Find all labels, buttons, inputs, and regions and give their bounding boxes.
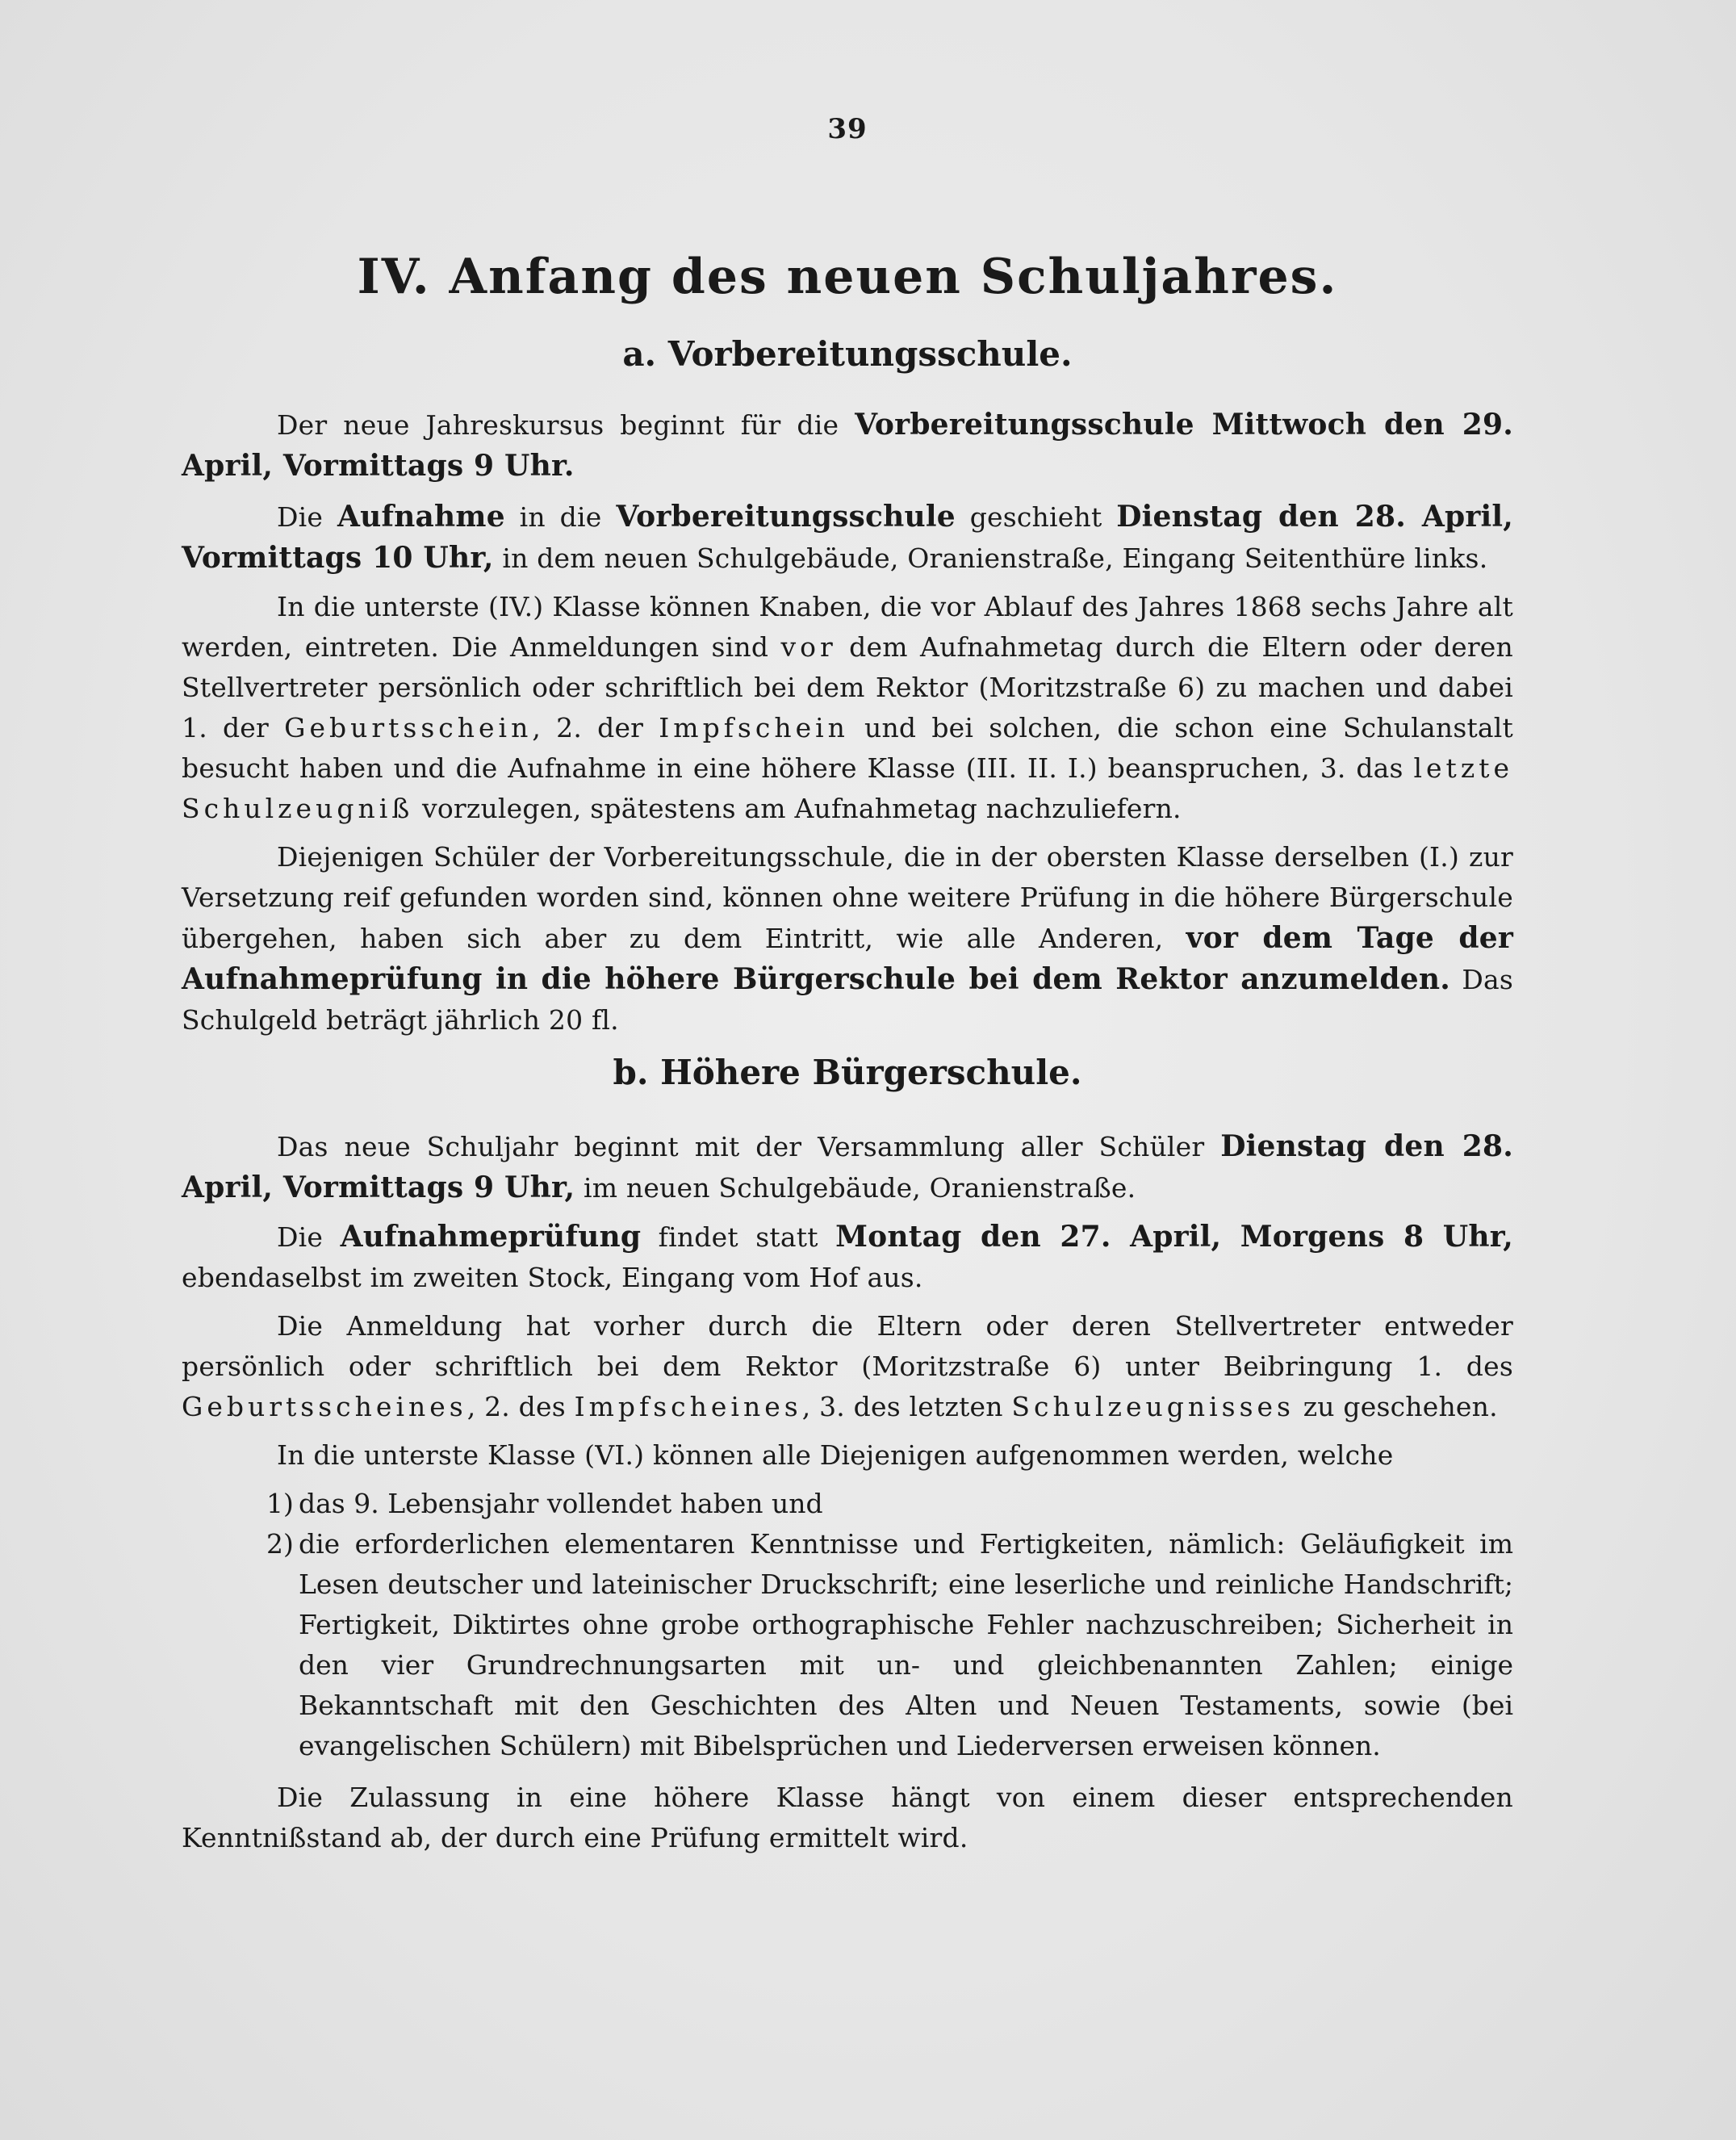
section-a-paragraph-4: Diejenigen Schüler der Vorbereitungsschule, die in der obersten Klasse derselben (I.) zur Versetzung reif gefunden worden sind, können ohne weitere Prüfung in die höhere Bürgerschule übergehen, haben sich aber zu dem Eintritt, wie alle Anderen, vor dem Tage der Aufnahmeprüfung in die höhere Bürgerschule bei dem Rektor anzumelden. Das Schulgeld beträgt jährlich 20 fl.	[182, 841, 1514, 1036]
chapter-title: IV. Anfang des neuen Schuljahres.	[357, 249, 1338, 305]
emphasis: Aufnahme	[337, 500, 505, 534]
section-a-paragraph-3: In die unterste (IV.) Klasse können Knaben, die vor Ablauf des Jahres 1868 sechs Jahre alt werden, eintreten. Die Anmeldungen sind vor dem Aufnahmetag durch die Eltern oder deren Stellvertreter persönlich oder schriftlich bei dem Rektor (Moritzstraße 6) zu machen und dabei 1. der Geburtsschein, 2. der Impfschein und bei solchen, die schon eine Schulanstalt besucht haben und die Aufnahme in eine höhere Klasse (III. II. I.) beanspruchen, 3. das letzte Schulzeugniß vorzulegen, spätestens am Aufnahmetag nachzuliefern.	[182, 591, 1514, 824]
section-b-paragraph-1: Das neue Schuljahr beginnt mit der Versammlung aller Schüler Dienstag den 28. April, Vormittags 9 Uhr, im neuen Schulgebäude, Oranienstraße.	[182, 1129, 1513, 1204]
section-b-title: b. Höhere Bürgerschule.	[613, 1053, 1082, 1092]
list-item-number: 1)	[266, 1488, 294, 1519]
page-number: 39	[827, 113, 868, 145]
page-content	[182, 113, 1513, 1866]
list-item	[182, 1484, 1513, 1524]
emphasis: Aufnahmeprüfung	[340, 1220, 642, 1254]
section-b-paragraph-5: Die Zulassung in eine höhere Klasse hängt von einem dieser entsprechenden Kenntnißstand ab, der durch eine Prüfung ermittelt wird.	[182, 1782, 1513, 1853]
section-b-paragraph-2: Die Aufnahmeprüfung findet statt Montag den 27. April, Morgens 8 Uhr, ebendaselbst im zweiten Stock, Eingang vom Hof aus.	[182, 1220, 1513, 1293]
spaced-emphasis: Geburtsschein	[284, 712, 533, 743]
requirements-list	[182, 1484, 1513, 1766]
list-item-text: das 9. Lebensjahr vollendet haben und	[299, 1488, 823, 1519]
emphasis: Vorbereitungsschule Mittwoch den 29. April, Vormittags 9 Uhr.	[182, 408, 1513, 483]
emphasis: Dienstag den 28. April, Vormittags 9 Uhr,	[182, 1129, 1513, 1204]
section-a-paragraph-1: Der neue Jahreskursus beginnt für die Vorbereitungsschule Mittwoch den 29. April, Vormittags 9 Uhr.	[182, 408, 1513, 483]
spaced-emphasis: Impfscheines	[574, 1391, 802, 1422]
list-item	[182, 1524, 1513, 1766]
emphasis: vor dem Tage der Aufnahmeprüfung in die höhere Bürgerschule bei dem Rektor anzumelden.	[182, 921, 1513, 996]
section-b-paragraph-4: In die unterste Klasse (VI.) können alle Diejenigen aufgenommen werden, welche	[277, 1439, 1394, 1471]
emphasis: Montag den 27. April, Morgens 8 Uhr,	[835, 1220, 1513, 1254]
spaced-emphasis: letzte Schulzeugniß	[182, 752, 1513, 824]
spaced-emphasis: Geburtsscheines	[182, 1391, 467, 1422]
spaced-emphasis: Impfschein	[659, 712, 849, 743]
emphasis: Dienstag den 28. April, Vormittags 10 Uhr,	[182, 500, 1514, 575]
list-item-number: 2)	[266, 1528, 294, 1560]
list-item-text: die erforderlichen elementaren Kenntnisse und Fertigkeiten, nämlich: Geläufigkeit im Lesen deutscher und lateinischer Druckschrift; eine leserliche und reinliche Handschrift; Fertigkeit, Diktirtes ohne grobe orthographische Fehler nachzuschreiben; Sicherheit in den vier Grundrechnungsarten mit un- und gleichbenannten Zahlen; einige Bekanntschaft mit den Geschichten des Alten und Neuen Testaments, sowie (bei evangelischen Schülern) mit Bibelsprüchen und Liederversen erweisen können.	[299, 1528, 1513, 1761]
section-a-title: a. Vorbereitungsschule.	[622, 334, 1073, 374]
emphasis: Vorbereitungsschule	[616, 500, 956, 534]
section-b-paragraph-3: Die Anmeldung hat vorher durch die Eltern oder deren Stellvertreter entweder persönlich oder schriftlich bei dem Rektor (Moritzstraße 6) unter Beibringung 1. des Geburtsscheines, 2. des Impfscheines, 3. des letzten Schulzeugnisses zu geschehen.	[182, 1310, 1513, 1422]
spaced-emphasis: Schulzeugnisses	[1011, 1391, 1295, 1422]
spaced-emphasis: vor	[780, 631, 837, 663]
section-a-paragraph-2: Die Aufnahme in die Vorbereitungsschule geschieht Dienstag den 28. April, Vormittags 10 Uhr, in dem neuen Schulgebäude, Oranienstraße, Eingang Seitenthüre links.	[182, 500, 1514, 575]
